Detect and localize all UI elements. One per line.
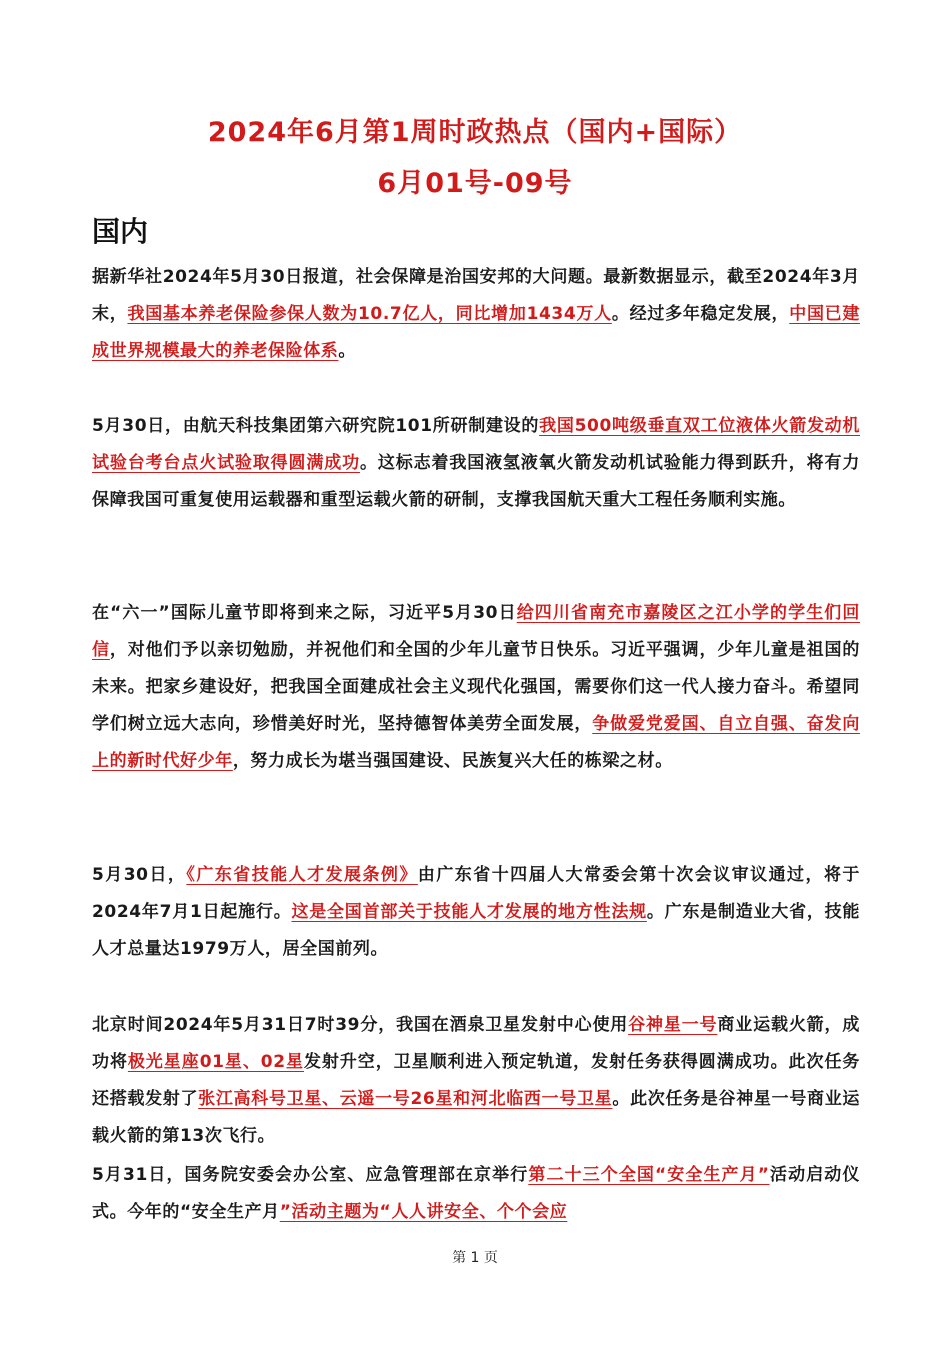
highlight-text: 我国500吨级垂直双工位液体火箭发动机试验台考台点火试验取得圆满成功 [92,416,861,473]
paragraph-text: 在“六一”国际儿童节即将到来之际，习近平5月30日 [92,603,517,623]
paragraph-text: ，努力成长为堪当强国建设、民族复兴大任的栋梁之材。 [232,751,673,771]
highlight-text: 中国已建成世界规模最大的养老保险体系 [92,304,861,361]
highlight-text: 谷神星一号 [628,1015,718,1035]
document-subtitle-dates: 6月01号-09号 [377,168,573,199]
paragraph-text: 。广东是制造业大省，技能人才总量达1979万人，居全国前列。 [92,902,860,959]
paragraph-text: 发射升空，卫星顺利进入预定轨道，发射任务获得圆满成功。此次任务还搭载发射了 [92,1052,860,1109]
paragraph-text: 由广东省十四届人大常委会第十次会议审议通过，将于2024年7月1日起施行。 [92,865,860,922]
paragraph-text: 5月30日， [92,865,187,885]
highlight-text: 《广东省技能人才发展条例》 [186,865,418,885]
document-title: 2024年6月第1周时政热点（国内+国际） [207,117,743,148]
paragraph-text: 活动启动仪式。今年的“安全生产月 [92,1165,860,1222]
highlight-text: 极光星座01星、02星 [127,1052,304,1072]
paragraph-text: 。此次任务是谷神星一号商业运载火箭的第13次飞行。 [92,1089,861,1146]
news-paragraph-satellite-launch [92,1007,860,1155]
paragraph-text: 5月31日，国务院安委会办公室、应急管理部在京举行 [92,1165,529,1185]
paragraph-text: 北京时间2024年5月31日7时39分，我国在酒泉卫星发射中心使用 [92,1015,629,1035]
paragraph-text: 。这标志着我国液氢液氧火箭发动机试验能力得到跃升，将有力保障我国可重复使用运载器和重型运载火箭的研制，支撑我国航天重大工程任务顺利实施。 [92,453,860,510]
paragraph-text: 5月30日，由航天科技集团第六研究院101所研制建设的 [92,416,540,436]
highlight-text: 第二十三个全国“安全生产月” [528,1165,770,1185]
highlight-text: 这是全国首部关于技能人才发展的地方性法规 [291,902,647,922]
paragraph-text: 据新华社2024年5月30日报道，社会保障是治国安邦的大问题。最新数据显示，截至2024年3月末， [92,267,860,324]
paragraph-text: 。经过多年稳定发展， [611,304,790,324]
section-heading-domestic: 国内 [92,215,149,248]
highlight-text: 我国基本养老保险参保人数为10.7亿人，同比增加1434万人 [127,304,612,324]
paragraph-text: ，对他们予以亲切勉励，并祝他们和全国的少年儿童节日快乐。习近平强调，少年儿童是祖国的未来。把家乡建设好，把我国全面建成社会主义现代化强国，需要你们这一代人接力奋斗。希望同学们树立远大志向，珍惜美好时光，坚持德智体美劳全面发展， [92,640,860,734]
news-paragraph-safety-month [92,1157,860,1231]
highlight-text: 张江高科号卫星、云遥一号26星和河北临西一号卫星 [198,1089,613,1109]
news-paragraph-rocket-engine [92,408,860,519]
news-paragraph-childrens-day-letter [92,595,860,780]
news-paragraph-pension [92,259,860,370]
highlight-text: 争做爱党爱国、自立自强、奋发向上的新时代好少年 [92,714,860,771]
highlight-text: 给四川省南充市嘉陵区之江小学的学生们回信 [92,603,860,660]
paragraph-text: 。 [338,341,357,361]
news-paragraph-guangdong-regulation [92,857,860,968]
paragraph-text: 商业运载火箭，成功将 [92,1015,860,1072]
page-number: 第 1 页 [452,1250,498,1266]
highlight-text: ”活动主题为“人人讲安全、个个会应 [279,1202,568,1222]
